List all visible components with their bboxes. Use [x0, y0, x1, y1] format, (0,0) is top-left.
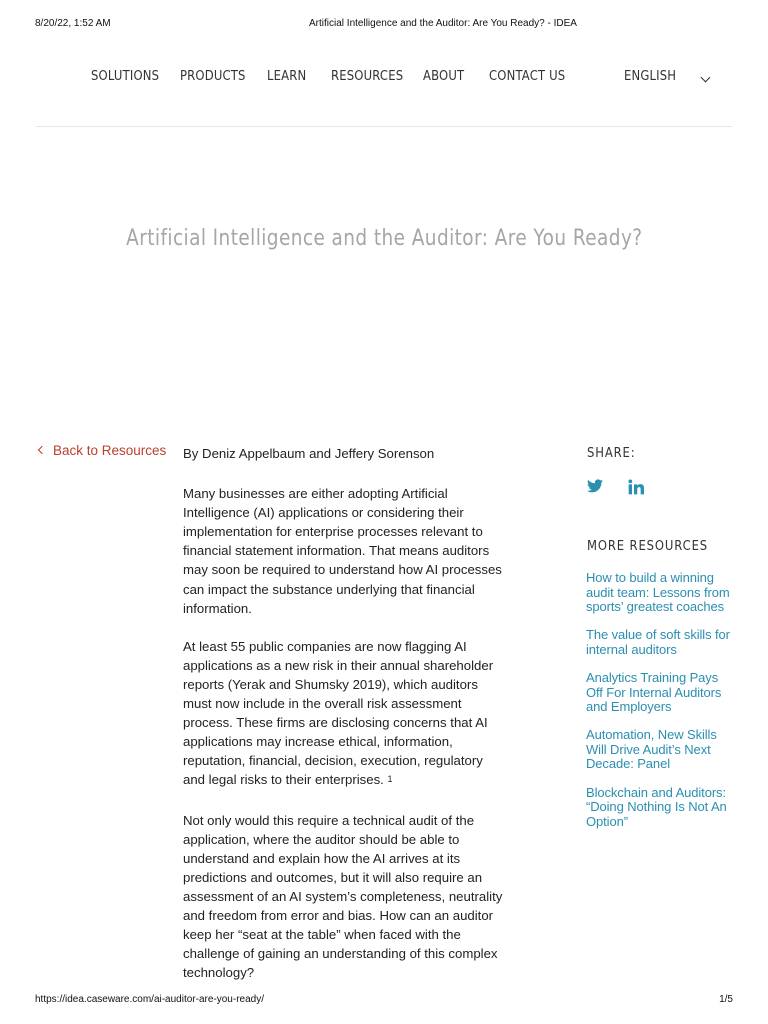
chevron-left-icon	[38, 446, 46, 454]
nav-item-about[interactable]: ABOUT	[423, 68, 465, 84]
article-body	[183, 444, 508, 1001]
nav-item-resources[interactable]: RESOURCES	[331, 68, 404, 84]
resource-link[interactable]: The value of soft skills for internal auditors	[586, 627, 730, 657]
more-resources-heading: MORE RESOURCES	[587, 538, 709, 554]
back-to-resources-link[interactable]	[36, 443, 166, 458]
linkedin-icon[interactable]	[628, 479, 644, 500]
nav-item-learn[interactable]: LEARN	[267, 68, 307, 84]
language-selector[interactable]: ENGLISH	[624, 68, 677, 84]
main-nav	[0, 68, 768, 90]
footnote-link[interactable]: 1	[387, 774, 393, 785]
share-heading: SHARE:	[587, 445, 636, 461]
nav-item-products[interactable]: PRODUCTS	[180, 68, 246, 84]
nav-item-solutions[interactable]: SOLUTIONS	[91, 68, 160, 84]
article-paragraph: Not only would this require a technical audit of the application, where the auditor should be able to understand and explain how the AI arrives at its predictions and outcomes, but it will also require an assessment of an AI system’s completeness, neutrality and freedom from error and bias. How can an auditor keep her “seat at the table” when faced with the challenge of gaining an understanding of this complex technology?	[183, 812, 503, 981]
resource-link[interactable]: Blockchain and Auditors: “Doing Nothing Is Not An Option”	[586, 784, 727, 829]
page-number: 1/5	[719, 994, 733, 1005]
article-paragraph-text: At least 55 public companies are now flagging AI applications as a new risk in their annual shareholder reports (Yerak and Shumsky 2019), which auditors must now include in the overall risk assessment process. These firms are disclosing concerns that AI applications may increase ethical, information, reputation, financial, decision, execution, regulatory and legal risks to their enterprises.	[183, 638, 494, 788]
resource-link[interactable]: Analytics Training Pays Off For Internal Auditors and Employers	[586, 669, 722, 715]
print-header	[0, 15, 768, 31]
print-document-title: Artificial Intelligence and the Auditor: Are You Ready? - IDEA	[309, 18, 577, 29]
back-to-resources-label: Back to Resources	[53, 443, 167, 458]
page-title-text: Artificial Intelligence and the Auditor: Are You Ready?	[125, 226, 643, 251]
nav-item-contact-us[interactable]: CONTACT US	[489, 68, 566, 84]
print-url: https://idea.caseware.com/ai-auditor-are-you-ready/	[35, 994, 264, 1005]
article-paragraph: Many businesses are either adopting Artificial Intelligence (AI) applications or considering their implementation for enterprise processes relevant to financial statement information. That means auditors may soon be required to understand how AI processes can impact the substance underlying that financial information.	[183, 486, 502, 616]
article-byline: By Deniz Appelbaum and Jeffery Sorenson	[183, 446, 435, 461]
resource-link[interactable]: Automation, New Skills Will Drive Audit’s Next Decade: Panel	[586, 727, 717, 772]
resource-link[interactable]: How to build a winning audit team: Lessons from sports’ greatest coaches	[586, 570, 730, 615]
nav-divider	[36, 126, 732, 127]
print-datetime: 8/20/22, 1:52 AM	[35, 18, 111, 29]
article-paragraph	[183, 637, 508, 792]
page-title	[0, 226, 768, 251]
twitter-icon[interactable]	[587, 479, 603, 498]
more-resources-list	[586, 571, 736, 843]
